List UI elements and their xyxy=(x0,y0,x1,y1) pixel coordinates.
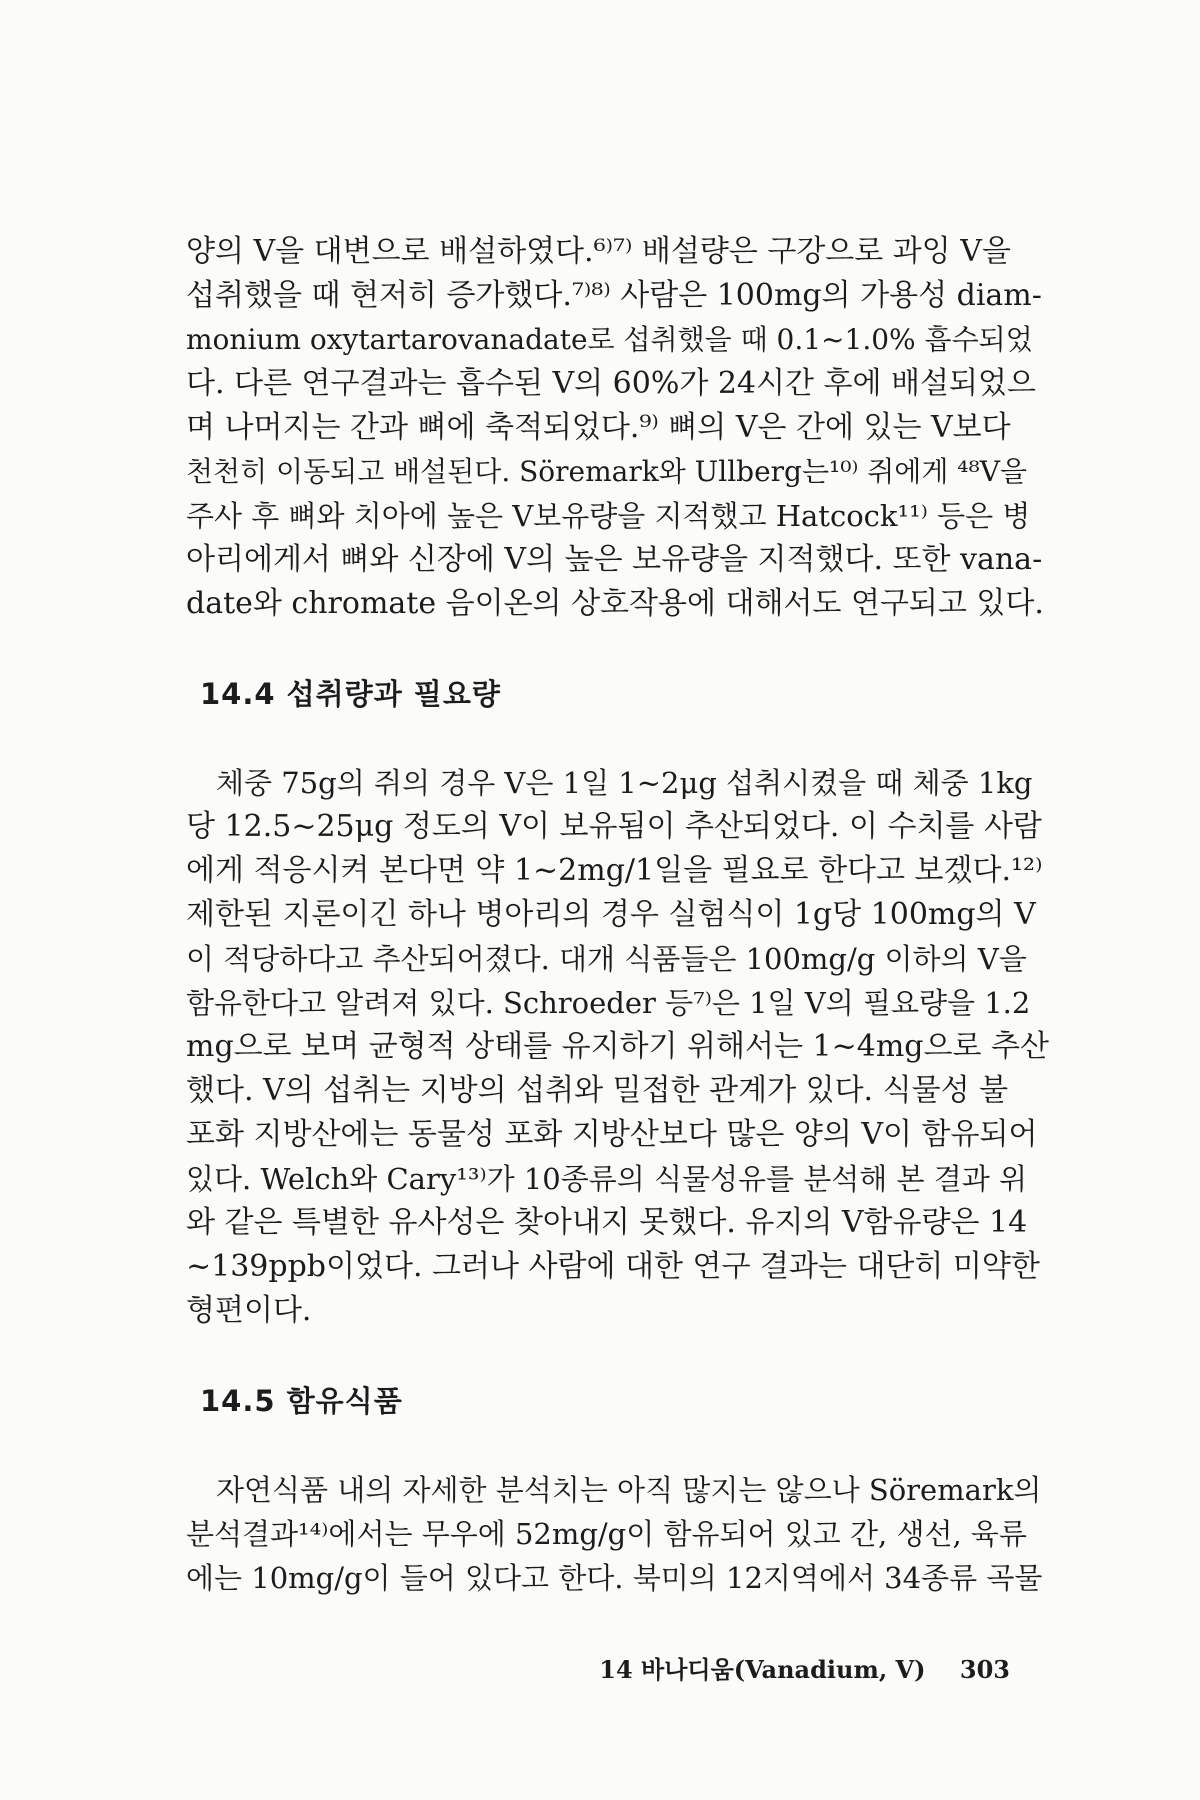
text-line: 이 적당하다고 추산되어졌다. 대개 식품들은 100mg/g 이하의 V을 xyxy=(186,942,1027,976)
text-line: 형편이다. xyxy=(186,1293,312,1328)
section-heading-intake-requirement: 14.4 섭취량과 필요량 xyxy=(200,677,501,711)
text-line: 다. 다른 연구결과는 흡수된 V의 60%가 24시간 후에 배설되었으 xyxy=(186,366,1036,401)
text-line: 함유한다고 알려져 있다. Schroeder 등⁷⁾은 1일 V의 필요량을 1.2 xyxy=(186,986,1031,1020)
text-line: 와 같은 특별한 유사성은 찾아내지 못했다. 유지의 V함유량은 14 xyxy=(186,1205,1028,1240)
section-heading-food-sources: 14.5 함유식품 xyxy=(200,1384,403,1418)
text-line: 주사 후 뼈와 치아에 높은 V보유량을 지적했고 Hatcock¹¹⁾ 등은 병 xyxy=(186,499,1031,533)
text-line: 분석결과¹⁴⁾에서는 무우에 52mg/g이 함유되어 있고 간, 생선, 육류 xyxy=(186,1517,1027,1551)
text-line: 아리에게서 뼈와 신장에 V의 높은 보유량을 지적했다. 또한 vana- xyxy=(186,542,1043,577)
text-line: 당 12.5~25μg 정도의 V이 보유됨이 추산되었다. 이 수치를 사람 xyxy=(186,809,1042,844)
text-line: 에는 10mg/g이 들어 있다고 한다. 북미의 12지역에서 34종류 곡물 xyxy=(186,1561,1043,1595)
page-number: 303 xyxy=(959,1655,1010,1684)
text-line: 있다. Welch와 Cary¹³⁾가 10종류의 식물성유를 분석해 본 결과 위 xyxy=(186,1162,1028,1196)
text-line: 천천히 이동되고 배설된다. Söremark와 Ullberg는¹⁰⁾ 쥐에게 ⁴⁸V을 xyxy=(186,455,1028,488)
page-footer xyxy=(599,1650,1010,1685)
text-line: 에게 적응시켜 본다면 약 1~2mg/1일을 필요로 한다고 보겠다.¹²⁾ xyxy=(186,853,1043,888)
text-line: date와 chromate 음이온의 상호작용에 대해서도 연구되고 있다. xyxy=(186,586,1044,621)
text-line: 제한된 지론이긴 하나 병아리의 경우 실험식이 1g당 100mg의 V xyxy=(186,897,1036,932)
page-body xyxy=(186,230,1050,1600)
paragraph-vanadium-excretion xyxy=(186,230,1050,626)
text-line: 양의 V을 대변으로 배설하였다.⁶⁾⁷⁾ 배설량은 구강으로 과잉 V을 xyxy=(186,234,1011,269)
text-line: 했다. V의 섭취는 지방의 섭취와 밀접한 관계가 있다. 식물성 불 xyxy=(186,1073,1009,1108)
text-line: 며 나머지는 간과 뼈에 축적되었다.⁹⁾ 뼈의 V은 간에 있는 V보다 xyxy=(186,410,1011,445)
text-line: 포화 지방산에는 동물성 포화 지방산보다 많은 양의 V이 함유되어 xyxy=(186,1117,1038,1152)
text-line: 섭취했을 때 현저히 증가했다.⁷⁾⁸⁾ 사람은 100mg의 가용성 diam- xyxy=(186,278,1042,313)
text-line: 자연식품 내의 자세한 분석치는 아직 많지는 않으나 Söremark의 xyxy=(216,1473,1042,1507)
paragraph-intake-requirement xyxy=(186,761,1050,1333)
running-footer-chapter: 14 바나디움(Vanadium, V) xyxy=(599,1655,926,1684)
text-line: mg으로 보며 균형적 상태를 유지하기 위해서는 1~4mg으로 추산 xyxy=(186,1029,1049,1064)
text-line: 체중 75g의 쥐의 경우 V은 1일 1~2μg 섭취시켰을 때 체중 1kg xyxy=(216,766,1033,800)
text-line: ~139ppb이었다. 그러나 사람에 대한 연구 결과는 대단히 미약한 xyxy=(186,1249,1040,1284)
paragraph-food-sources xyxy=(186,1468,1050,1600)
text-line: monium oxytartarovanadate로 섭취했을 때 0.1~1.0% 흡수되었 xyxy=(186,323,1033,356)
